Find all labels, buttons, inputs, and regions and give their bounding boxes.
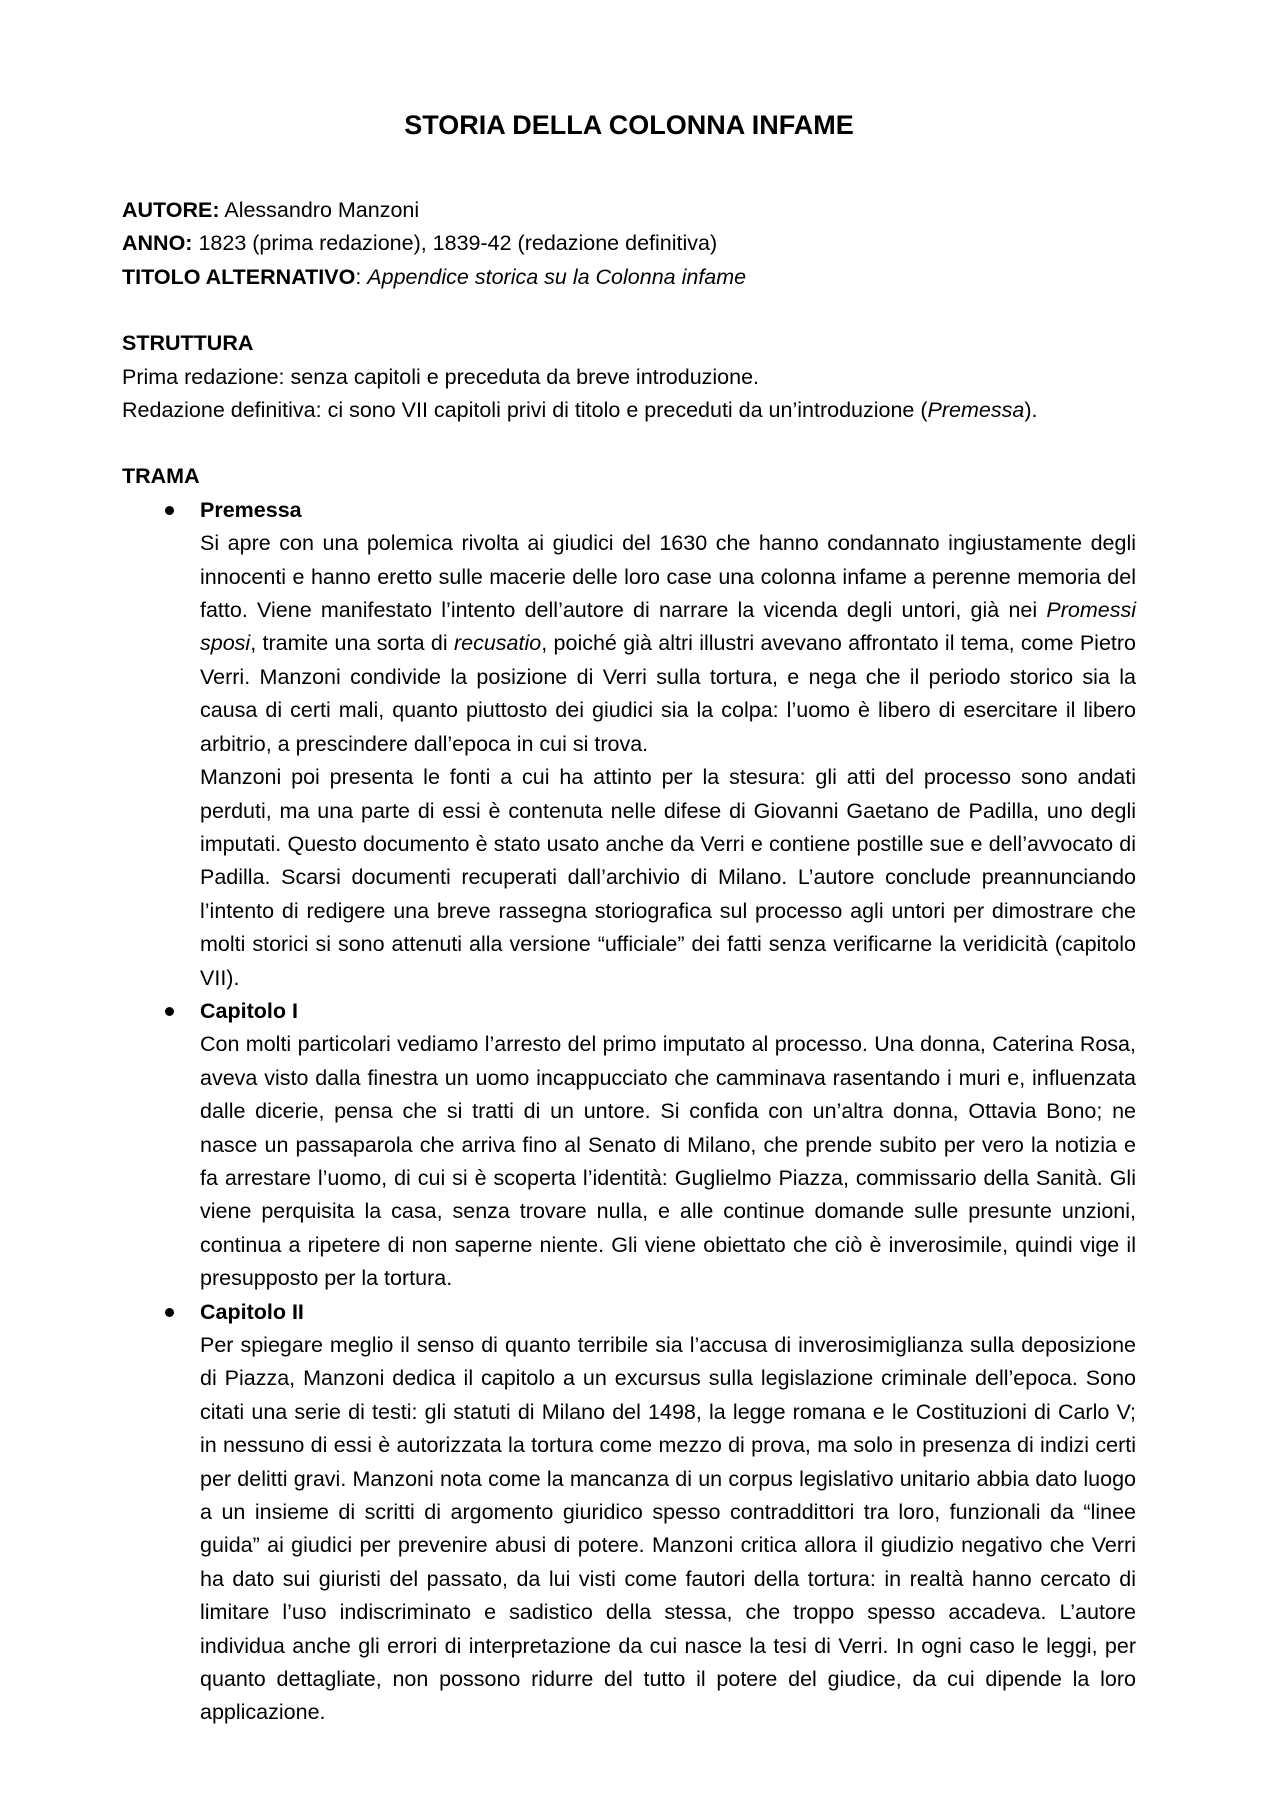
- meta-author: [122, 194, 1136, 227]
- chapter-title-premessa: Premessa: [200, 497, 302, 522]
- list-item-capitolo-2: [122, 1296, 1136, 1730]
- struttura-line-2: [122, 394, 1136, 427]
- premessa-paragraph-2: Manzoni poi presenta le fonti a cui ha attinto per la stesura: gli atti del processo sono andati perduti, ma una parte di essi è contenuta nelle difese di Giovanni Gaetano de Padilla, uno degli imputati. Questo documento è stato usato anche da Verri e contiene postille sue e dell’avvocato di Padilla. Scarsi documenti recuperati dall’archivio di Milano. L’autore conclude preannunciando l’intento di redigere una breve rassegna storiografica sul processo agli untori per dimostrare che molti storici si sono attenuti alla versione “ufficiale” dei fatti senza verificarne la veridicità (capitolo VII).: [200, 765, 1136, 990]
- document-title: STORIA DELLA COLONNA INFAME: [404, 110, 854, 140]
- bullet-icon: [165, 1308, 174, 1317]
- premessa-p1-italic-2: recusatio: [453, 631, 542, 656]
- premessa-p1-part-a: Si apre con una polemica rivolta ai giudici del 1630 che hanno condannato ingiustamente degli innocenti e hanno eretto sulle macerie delle loro case una colonna infame a perenne memoria del fatto. Viene manifestato l’intento dell’autore di narrare la vicenda degli untori, già nei: [200, 531, 1136, 623]
- list-item-capitolo-1: [122, 995, 1136, 1296]
- meta-author-value: Alessandro Manzoni: [219, 198, 420, 222]
- meta-year: [122, 227, 1136, 260]
- meta-year-value: 1823 (prima redazione), 1839-42 (redazione definitiva): [192, 231, 718, 256]
- premessa-p1-part-b: , tramite una sorta di: [250, 631, 454, 656]
- bullet-icon: [165, 1007, 174, 1016]
- chapter-title-capitolo-1: Capitolo I: [200, 998, 298, 1023]
- meta-author-label: AUTORE:: [122, 198, 220, 222]
- section-heading-trama: TRAMA: [122, 464, 200, 489]
- capitolo-2-paragraph: Per spiegare meglio il senso di quanto terribile sia l’accusa di inverosimiglianza sulla deposizione di Piazza, Manzoni dedica il capitolo a un excursus sulla legislazione criminale dell’epoca. Sono citati una serie di testi: gli statuti di Milano del 1498, la legge romana e le Costituzioni di Carlo V; in nessuno di essi è autorizzata la tortura come mezzo di prova, ma solo in presenza di indizi certi per delitti gravi. Manzoni nota come la mancanza di un corpus legislativo unitario abbia dato luogo a un insieme di scritti di argomento giuridico spesso contraddittori tra loro, funzionali da “linee guida” ai giudici per prevenire abusi di potere. Manzoni critica allora il giudizio negativo che Verri ha dato sui giuristi del passato, da lui visti come fautori della tortura: in realtà hanno cercato di limitare l’uso indiscriminato e sadistico della stessa, che troppo spesso accadeva. L’autore individua anche gli errori di interpretazione da cui nasce la tesi di Verri. In ogni caso le leggi, per quanto dettagliate, non possono ridurre del tutto il potere del giudice, da cui dipende la loro applicazione.: [200, 1333, 1136, 1725]
- struttura-line-2-start: Redazione definitiva: ci sono VII capitoli privi di titolo e preceduti da un’introduzione (: [122, 398, 928, 423]
- premessa-paragraph-1: [200, 527, 1136, 761]
- meta-alt-title-sep: :: [355, 264, 368, 289]
- spacer: [122, 294, 1136, 327]
- meta-alt-title-label: TITOLO ALTERNATIVO: [122, 264, 356, 289]
- struttura-line-2-italic: Premessa: [927, 398, 1025, 423]
- meta-year-label: ANNO:: [122, 231, 193, 256]
- bullet-icon: [165, 506, 174, 515]
- spacer: [122, 427, 1136, 460]
- document-page: [122, 108, 1136, 1730]
- struttura-line-2-end: ).: [1024, 398, 1038, 423]
- struttura-line-1: Prima redazione: senza capitoli e preceduta da breve introduzione.: [122, 364, 760, 389]
- section-heading-struttura: STRUTTURA: [122, 331, 254, 356]
- chapter-title-capitolo-2: Capitolo II: [200, 1299, 304, 1324]
- meta-alt-title-value: Appendice storica su la Colonna infame: [367, 264, 747, 289]
- list-item-premessa: [122, 494, 1136, 995]
- meta-alt-title: [122, 261, 1136, 294]
- premessa-p1-italic-1: Promessi sposi: [200, 598, 1136, 656]
- capitolo-1-paragraph: Con molti particolari vediamo l’arresto del primo imputato al processo. Una donna, Caterina Rosa, aveva visto dalla finestra un uomo incappucciato che camminava rasentando i muri e, influenzata dalle dicerie, pensa che si tratti di un untore. Si confida con un’altra donna, Ottavia Bono; ne nasce un passaparola che arriva fino al Senato di Milano, che prende subito per vero la notizia e fa arrestare l’uomo, di cui si è scoperta l’identità: Guglielmo Piazza, commissario della Sanità. Gli viene perquisita la casa, senza trovare nulla, e alle continue domande sulle presunte unzioni, continua a ripetere di non saperne niente. Gli viene obiettato che ciò è inverosimile, quindi vige il presupposto per la tortura.: [200, 1032, 1136, 1291]
- plot-list: [122, 494, 1136, 1730]
- premessa-p1-part-c: , poiché già altri illustri avevano affrontato il tema, come Pietro Verri. Manzoni condivide la posizione di Verri sulla tortura, e nega che il periodo storico sia la causa di certi mali, quanto piuttosto dei giudici sia la colpa: l’uomo è libero di esercitare il libero arbitrio, a prescindere dall’epoca in cui si trova.: [200, 631, 1136, 756]
